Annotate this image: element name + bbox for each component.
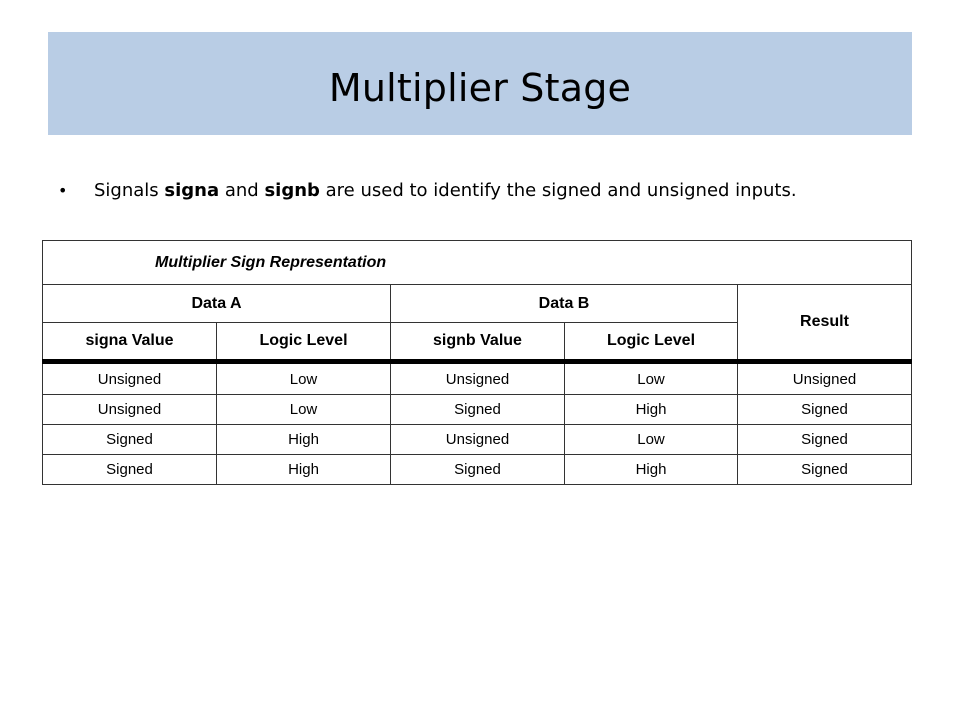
bullet-icon: • [58, 181, 68, 200]
slide-title: Multiplier Stage [328, 65, 632, 110]
table-cell: High [565, 395, 738, 425]
result-header: Result [738, 285, 912, 362]
table-cell: Unsigned [43, 362, 217, 395]
bullet-text-part: Signals [94, 180, 165, 201]
table-cell: Signed [391, 395, 565, 425]
column-header-logic-level-b: Logic Level [565, 323, 738, 362]
table-cell: Signed [43, 455, 217, 485]
bullet-text-part: are used to identify the signed and unsigned inputs. [319, 180, 797, 201]
table-cell: Unsigned [391, 425, 565, 455]
table-cell: High [565, 455, 738, 485]
table-row [43, 425, 912, 455]
column-header-signa-value: signa Value [43, 323, 217, 362]
table-row [43, 455, 912, 485]
table-cell: Signed [738, 425, 912, 455]
table-cell: Low [217, 362, 391, 395]
column-header-logic-level-a: Logic Level [217, 323, 391, 362]
table-cell: Unsigned [43, 395, 217, 425]
table-cell: Low [565, 362, 738, 395]
table-cell: High [217, 455, 391, 485]
table-cell: Signed [738, 455, 912, 485]
table-caption [43, 241, 912, 285]
table-caption-text: Multiplier Sign Representation [155, 253, 387, 271]
table-cell: Low [217, 395, 391, 425]
table-cell: Signed [738, 395, 912, 425]
multiplier-sign-table [42, 240, 912, 485]
table-cell: Signed [391, 455, 565, 485]
table-cell: Signed [43, 425, 217, 455]
table-cell: Unsigned [738, 362, 912, 395]
bullet-point [58, 176, 938, 206]
table-cell: Unsigned [391, 362, 565, 395]
table-cell: Low [565, 425, 738, 455]
column-header-signb-value: signb Value [391, 323, 565, 362]
data-b-header: Data B [391, 285, 738, 323]
data-a-header: Data A [43, 285, 391, 323]
bullet-bold-signb: signb [264, 180, 320, 201]
title-band [48, 32, 912, 135]
bullet-bold-signa: signa [164, 180, 220, 201]
bullet-text-part: and [219, 180, 265, 201]
table-cell: High [217, 425, 391, 455]
table-row [43, 362, 912, 395]
table-row [43, 395, 912, 425]
